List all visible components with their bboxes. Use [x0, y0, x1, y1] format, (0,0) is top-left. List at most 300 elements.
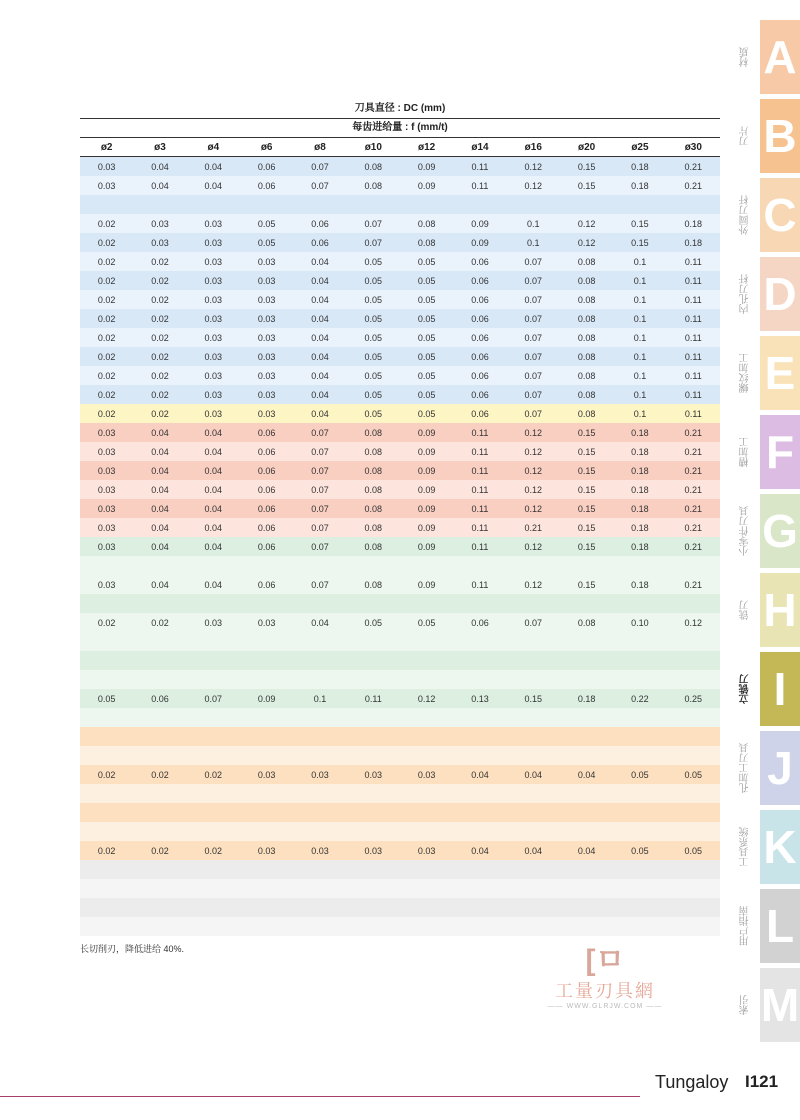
table-cell: 0.11 [667, 271, 720, 290]
table-cell [80, 879, 133, 898]
section-tab-b[interactable] [734, 99, 800, 173]
table-cell [453, 708, 506, 727]
table-cell [240, 556, 293, 575]
table-cell: 0.03 [80, 423, 133, 442]
table-cell [80, 556, 133, 575]
table-cell: 0.02 [133, 290, 186, 309]
table-cell: 0.15 [560, 461, 613, 480]
table-cell: 0.03 [240, 404, 293, 423]
table-cell: 0.06 [293, 233, 346, 252]
table-row [80, 746, 720, 765]
table-cell: 0.09 [400, 442, 453, 461]
table-cell [400, 822, 453, 841]
table-cell [240, 784, 293, 803]
table-cell: 0.21 [667, 480, 720, 499]
table-cell: 0.08 [347, 423, 400, 442]
table-row [80, 290, 720, 309]
table-cell [347, 670, 400, 689]
table-cell: 0.25 [667, 689, 720, 708]
table-cell: 0.03 [400, 841, 453, 860]
table-cell [400, 746, 453, 765]
table-cell [240, 670, 293, 689]
table-cell [453, 746, 506, 765]
table-row [80, 613, 720, 632]
table-cell [453, 556, 506, 575]
section-tab-a[interactable] [734, 20, 800, 94]
table-cell: 0.09 [400, 575, 453, 594]
table-cell: 0.07 [507, 347, 560, 366]
table-cell [560, 784, 613, 803]
table-cell: 0.06 [453, 328, 506, 347]
table-cell: 0.09 [400, 518, 453, 537]
table-cell: 0.11 [453, 480, 506, 499]
table-cell [560, 898, 613, 917]
table-cell [187, 708, 240, 727]
table-cell: 0.07 [187, 689, 240, 708]
table-row [80, 537, 720, 556]
watermark [535, 945, 675, 1010]
table-cell: 0.03 [187, 385, 240, 404]
column-header: ø10 [347, 138, 400, 157]
table-cell: 0.03 [240, 328, 293, 347]
column-header: ø2 [80, 138, 133, 157]
table-cell: 0.03 [80, 461, 133, 480]
table-cell: 0.18 [667, 233, 720, 252]
table-cell [507, 556, 560, 575]
table-cell: 0.11 [453, 537, 506, 556]
table-cell: 0.12 [507, 480, 560, 499]
table-cell: 0.03 [187, 328, 240, 347]
table-cell [507, 879, 560, 898]
table-cell: 0.11 [667, 366, 720, 385]
table-cell [560, 651, 613, 670]
table-cell: 0.08 [347, 575, 400, 594]
table-cell: 0.09 [453, 214, 506, 233]
table-cell: 0.08 [560, 613, 613, 632]
table-cell: 0.07 [293, 575, 346, 594]
table-cell: 0.06 [240, 575, 293, 594]
table-cell [347, 822, 400, 841]
table-cell: 0.21 [667, 461, 720, 480]
section-tab-i[interactable] [734, 652, 800, 726]
table-cell [80, 727, 133, 746]
section-tab-label: 小零件刀具 [740, 506, 751, 556]
table-cell [560, 746, 613, 765]
table-cell: 0.03 [80, 575, 133, 594]
table-row [80, 879, 720, 898]
table-cell: 0.21 [667, 442, 720, 461]
table-cell: 0.15 [560, 537, 613, 556]
section-tab-letter: J [760, 731, 800, 805]
section-tab-letter: C [760, 178, 800, 252]
table-cell [400, 708, 453, 727]
table-row [80, 480, 720, 499]
table-cell [240, 898, 293, 917]
table-cell [560, 879, 613, 898]
table-cell: 0.15 [560, 157, 613, 177]
brand-name: Tungaloy [655, 1072, 729, 1092]
section-tab-letter: L [760, 889, 800, 963]
table-cell [507, 898, 560, 917]
table-cell [507, 670, 560, 689]
table-cell: 0.04 [187, 480, 240, 499]
table-cell: 0.12 [507, 461, 560, 480]
table-cell [133, 670, 186, 689]
table-cell: 0.02 [80, 385, 133, 404]
table-cell: 0.07 [507, 404, 560, 423]
table-cell: 0.15 [507, 689, 560, 708]
table-cell: 0.11 [667, 290, 720, 309]
table-cell: 0.04 [187, 537, 240, 556]
table-cell [667, 898, 720, 917]
table-cell: 0.21 [667, 575, 720, 594]
table-cell: 0.03 [80, 442, 133, 461]
column-header: ø4 [187, 138, 240, 157]
table-cell: 0.07 [507, 366, 560, 385]
table-cell: 0.03 [240, 309, 293, 328]
table-cell: 0.02 [80, 271, 133, 290]
table-cell: 0.03 [80, 499, 133, 518]
table-cell: 0.06 [240, 442, 293, 461]
table-cell: 0.05 [347, 613, 400, 632]
section-tab-g[interactable] [734, 494, 800, 568]
table-cell: 0.07 [293, 461, 346, 480]
section-tab-label: 立铣刀 [740, 674, 751, 704]
table-cell: 0.09 [400, 461, 453, 480]
section-tab-h[interactable] [734, 573, 800, 647]
table-cell: 0.04 [187, 176, 240, 195]
table-cell [293, 195, 346, 214]
section-tab-label: 螺纹加工 [740, 353, 751, 393]
table-cell: 0.04 [187, 423, 240, 442]
section-tab-d[interactable] [734, 257, 800, 331]
table-cell: 0.10 [613, 613, 666, 632]
table-cell: 0.06 [240, 461, 293, 480]
table-cell: 0.05 [400, 404, 453, 423]
table-cell: 0.1 [613, 309, 666, 328]
table-cell [507, 784, 560, 803]
section-tab-letter: F [760, 415, 800, 489]
table-cell: 0.04 [453, 841, 506, 860]
table-cell [613, 746, 666, 765]
table-cell: 0.12 [400, 689, 453, 708]
table-row [80, 575, 720, 594]
table-cell [187, 860, 240, 879]
table-cell [240, 651, 293, 670]
table-cell [560, 670, 613, 689]
table-cell [560, 594, 613, 613]
table-cell: 0.04 [187, 518, 240, 537]
section-tab-letter: H [760, 573, 800, 647]
table-cell: 0.06 [240, 423, 293, 442]
table-cell [347, 556, 400, 575]
table-cell: 0.11 [453, 499, 506, 518]
table-cell [80, 803, 133, 822]
table-cell: 0.03 [347, 765, 400, 784]
table-row [80, 385, 720, 404]
table-cell: 0.12 [507, 157, 560, 177]
section-tab-letter: G [760, 494, 800, 568]
table-cell [187, 784, 240, 803]
table-cell [240, 746, 293, 765]
table-cell [613, 632, 666, 651]
table-cell [347, 632, 400, 651]
table-cell [560, 727, 613, 746]
table-cell: 0.02 [133, 309, 186, 328]
table-cell [187, 651, 240, 670]
table-cell: 0.03 [240, 613, 293, 632]
table-cell: 0.06 [240, 518, 293, 537]
table-cell [400, 594, 453, 613]
table-cell: 0.04 [133, 157, 186, 177]
table-cell: 0.11 [347, 689, 400, 708]
table-row [80, 860, 720, 879]
table-cell [667, 556, 720, 575]
table-cell: 0.15 [613, 214, 666, 233]
table-cell [507, 803, 560, 822]
table-cell: 0.04 [453, 765, 506, 784]
table-cell: 0.18 [613, 480, 666, 499]
table-row [80, 898, 720, 917]
section-tab-label: 用户指南 [740, 906, 751, 946]
table-cell [347, 879, 400, 898]
table-cell: 0.18 [613, 442, 666, 461]
table-cell [667, 594, 720, 613]
table-cell: 0.06 [453, 309, 506, 328]
table-cell: 0.06 [240, 176, 293, 195]
table-cell: 0.15 [560, 423, 613, 442]
table-row [80, 252, 720, 271]
table-cell: 0.03 [240, 347, 293, 366]
table-cell: 0.1 [613, 404, 666, 423]
table-cell: 0.08 [560, 271, 613, 290]
table-cell [400, 784, 453, 803]
table-cell: 0.08 [347, 499, 400, 518]
section-tab-letter: I [760, 652, 800, 726]
table-cell [560, 917, 613, 936]
table-cell: 0.04 [133, 480, 186, 499]
table-row [80, 347, 720, 366]
table-cell: 0.08 [560, 252, 613, 271]
section-tab-c[interactable] [734, 178, 800, 252]
table-cell: 0.18 [613, 157, 666, 177]
section-tab-l[interactable] [734, 889, 800, 963]
table-cell [293, 917, 346, 936]
table-cell [560, 822, 613, 841]
table-cell: 0.04 [187, 575, 240, 594]
table-cell: 0.09 [453, 233, 506, 252]
table-cell [453, 860, 506, 879]
table-cell [80, 195, 133, 214]
table-cell: 0.02 [80, 214, 133, 233]
table-cell: 0.04 [293, 613, 346, 632]
table-cell: 0.03 [400, 765, 453, 784]
table-cell [560, 632, 613, 651]
table-cell: 0.06 [453, 347, 506, 366]
table-cell [507, 917, 560, 936]
table-cell [80, 917, 133, 936]
table-cell [133, 822, 186, 841]
table-cell: 0.06 [453, 613, 506, 632]
table-row [80, 461, 720, 480]
section-tab-label: 槽加工 [740, 437, 751, 467]
table-cell: 0.07 [293, 157, 346, 177]
table-cell: 0.07 [507, 252, 560, 271]
table-cell [240, 860, 293, 879]
table-cell: 0.02 [133, 765, 186, 784]
table-cell: 0.03 [187, 309, 240, 328]
table-cell: 0.08 [347, 157, 400, 177]
table-cell [453, 898, 506, 917]
table-cell [507, 708, 560, 727]
table-row [80, 803, 720, 822]
table-cell: 0.05 [400, 328, 453, 347]
table-cell: 0.03 [80, 176, 133, 195]
table-cell [453, 195, 506, 214]
table-cell [293, 670, 346, 689]
table-cell: 0.08 [400, 214, 453, 233]
section-tab-k[interactable] [734, 810, 800, 884]
table-cell: 0.21 [667, 537, 720, 556]
table-cell: 0.15 [560, 499, 613, 518]
table-cell: 0.11 [453, 442, 506, 461]
table-cell: 0.05 [667, 765, 720, 784]
table-cell [133, 195, 186, 214]
table-row [80, 518, 720, 537]
table-row [80, 841, 720, 860]
table-cell [453, 632, 506, 651]
table-cell [613, 917, 666, 936]
table-cell [613, 651, 666, 670]
table-cell: 0.06 [240, 499, 293, 518]
table-cell [187, 594, 240, 613]
table-cell [400, 556, 453, 575]
table-cell: 0.07 [507, 385, 560, 404]
table-cell: 0.04 [293, 404, 346, 423]
table-row [80, 157, 720, 177]
table-row [80, 727, 720, 746]
table-cell [613, 708, 666, 727]
table-cell [293, 860, 346, 879]
section-tab-e[interactable] [734, 336, 800, 410]
section-tab-m[interactable] [734, 968, 800, 1042]
table-cell [240, 879, 293, 898]
table-cell [347, 195, 400, 214]
table-cell: 0.03 [240, 252, 293, 271]
table-cell: 0.22 [613, 689, 666, 708]
column-header: ø30 [667, 138, 720, 157]
table-cell: 0.05 [400, 385, 453, 404]
table-row [80, 328, 720, 347]
table-cell: 0.09 [400, 176, 453, 195]
section-tab-label: 索引 [740, 995, 751, 1015]
table-cell [240, 594, 293, 613]
table-cell: 0.03 [80, 480, 133, 499]
table-cell: 0.07 [347, 233, 400, 252]
table-cell: 0.05 [400, 366, 453, 385]
table-cell: 0.07 [293, 423, 346, 442]
table-cell: 0.02 [80, 366, 133, 385]
table-cell: 0.1 [507, 233, 560, 252]
table-cell: 0.07 [293, 176, 346, 195]
table-cell [667, 746, 720, 765]
table-cell: 0.07 [293, 537, 346, 556]
table-cell [560, 195, 613, 214]
table-cell [80, 784, 133, 803]
footnote: 长切削刃，降低进给 40%. [80, 944, 185, 954]
table-cell: 0.05 [613, 841, 666, 860]
table-cell [400, 917, 453, 936]
table-cell: 0.11 [453, 461, 506, 480]
table-cell: 0.08 [347, 461, 400, 480]
table-cell: 0.04 [293, 252, 346, 271]
table-cell [400, 898, 453, 917]
table-row [80, 214, 720, 233]
table-cell [347, 860, 400, 879]
section-tab-label: 刀片 [740, 126, 751, 146]
table-cell: 0.03 [187, 366, 240, 385]
table-cell: 0.04 [133, 423, 186, 442]
table-cell: 0.02 [187, 765, 240, 784]
table-cell [560, 708, 613, 727]
section-tab-label: 材质 [740, 47, 751, 67]
table-cell: 0.06 [240, 480, 293, 499]
table-cell: 0.08 [347, 442, 400, 461]
header-row [80, 138, 720, 157]
table-cell: 0.04 [507, 841, 560, 860]
table-cell: 0.03 [293, 765, 346, 784]
table-cell: 0.05 [400, 347, 453, 366]
table-cell: 0.18 [613, 176, 666, 195]
table-cell: 0.03 [240, 271, 293, 290]
table-row [80, 594, 720, 613]
table-cell [80, 822, 133, 841]
table-cell: 0.11 [667, 404, 720, 423]
table-cell: 0.05 [347, 290, 400, 309]
table-cell: 0.21 [667, 176, 720, 195]
table-cell [613, 784, 666, 803]
table-cell: 0.09 [400, 499, 453, 518]
footer-line [0, 1096, 640, 1097]
table-cell: 0.09 [240, 689, 293, 708]
table-title-feed: 每齿进给量 : f (mm/t) [80, 118, 720, 137]
table-cell: 0.04 [187, 442, 240, 461]
table-cell: 0.02 [80, 613, 133, 632]
table-row [80, 670, 720, 689]
section-tab-j[interactable] [734, 731, 800, 805]
table-cell: 0.06 [240, 537, 293, 556]
column-header: ø14 [453, 138, 506, 157]
table-row [80, 233, 720, 252]
table-cell: 0.04 [507, 765, 560, 784]
table-cell [400, 860, 453, 879]
table-cell: 0.04 [133, 442, 186, 461]
table-body [80, 157, 720, 937]
table-cell: 0.07 [347, 214, 400, 233]
table-cell [667, 917, 720, 936]
table-cell: 0.02 [80, 252, 133, 271]
table-cell: 0.1 [613, 252, 666, 271]
table-row [80, 404, 720, 423]
table-cell [347, 594, 400, 613]
section-tab-f[interactable] [734, 415, 800, 489]
table-cell: 0.02 [133, 385, 186, 404]
table-cell [240, 195, 293, 214]
table-cell: 0.09 [400, 480, 453, 499]
table-cell: 0.03 [80, 518, 133, 537]
table-cell [240, 727, 293, 746]
table-cell: 0.03 [187, 347, 240, 366]
